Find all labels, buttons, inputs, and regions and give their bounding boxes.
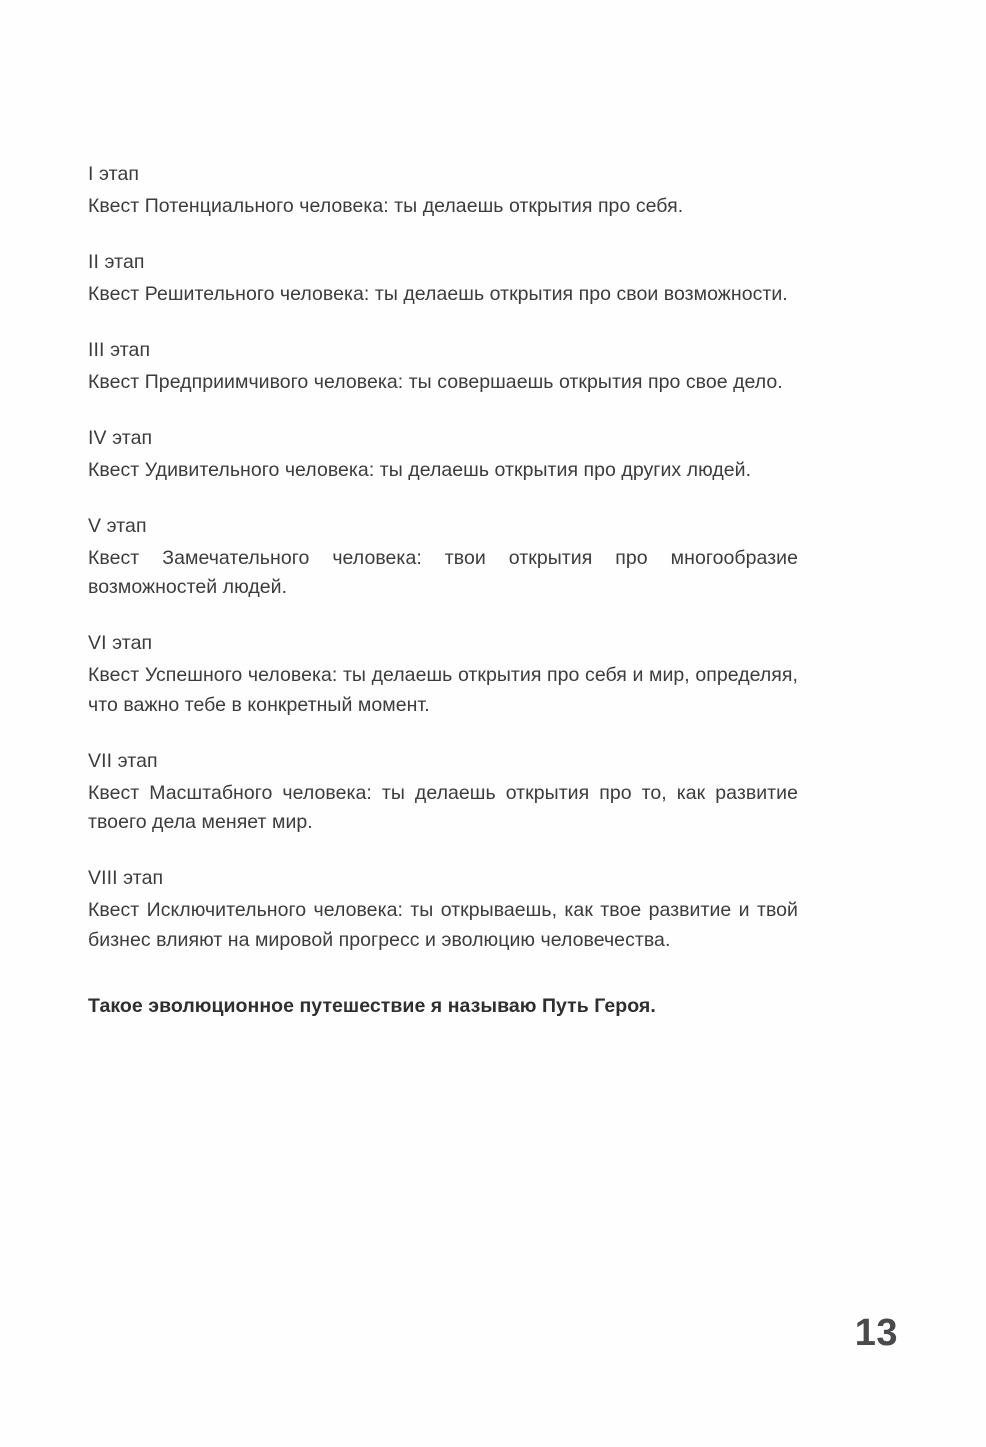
stage-title: III этап bbox=[88, 338, 151, 361]
page-number: 13 bbox=[854, 1312, 898, 1354]
stage-block bbox=[88, 512, 798, 604]
stage-description: Квест Замечательного человека: твои открытия про многообразие возможностей людей. bbox=[88, 546, 798, 599]
stage-title: I этап bbox=[88, 163, 140, 185]
stage-title: V этап bbox=[88, 514, 147, 537]
stage-block bbox=[88, 336, 798, 398]
page-content bbox=[88, 160, 798, 1021]
stage-block bbox=[88, 864, 798, 956]
stage-description: Квест Удивительного человека: ты делаешь открытия про других людей. bbox=[88, 458, 752, 481]
stage-title: VI этап bbox=[88, 632, 153, 655]
stage-description: Квест Решительного человека: ты делаешь открытия про свои возможности. bbox=[88, 283, 788, 306]
stage-title: VIII этап bbox=[88, 867, 164, 890]
stage-title: II этап bbox=[88, 250, 145, 273]
stage-block bbox=[88, 160, 798, 222]
stage-description: Квест Масштабного человека: ты делаешь открытия про то, как развитие твоего дела меняет мир. bbox=[88, 781, 798, 834]
stage-description: Квест Исключительного человека: ты открываешь, как твое развитие и твой бизнес влияют на мировой прогресс и эволюцию человечества. bbox=[88, 899, 798, 951]
stage-description: Квест Успешного человека: ты делаешь открытия про себя и мир, определяя, что важно тебе в конкретный момент. bbox=[88, 664, 798, 716]
closing-statement: Такое эволюционное путешествие я называю Путь Героя. bbox=[88, 994, 656, 1017]
stage-block bbox=[88, 629, 798, 721]
stage-block bbox=[88, 248, 798, 310]
stage-description: Квест Предприимчивого человека: ты совершаешь открытия про свое дело. bbox=[88, 371, 783, 394]
stage-block bbox=[88, 747, 798, 839]
stage-title: IV этап bbox=[88, 426, 153, 449]
stage-description: Квест Потенциального человека: ты делаешь открытия про себя. bbox=[88, 195, 684, 218]
stage-title: VII этап bbox=[88, 749, 158, 772]
stage-block bbox=[88, 424, 798, 486]
